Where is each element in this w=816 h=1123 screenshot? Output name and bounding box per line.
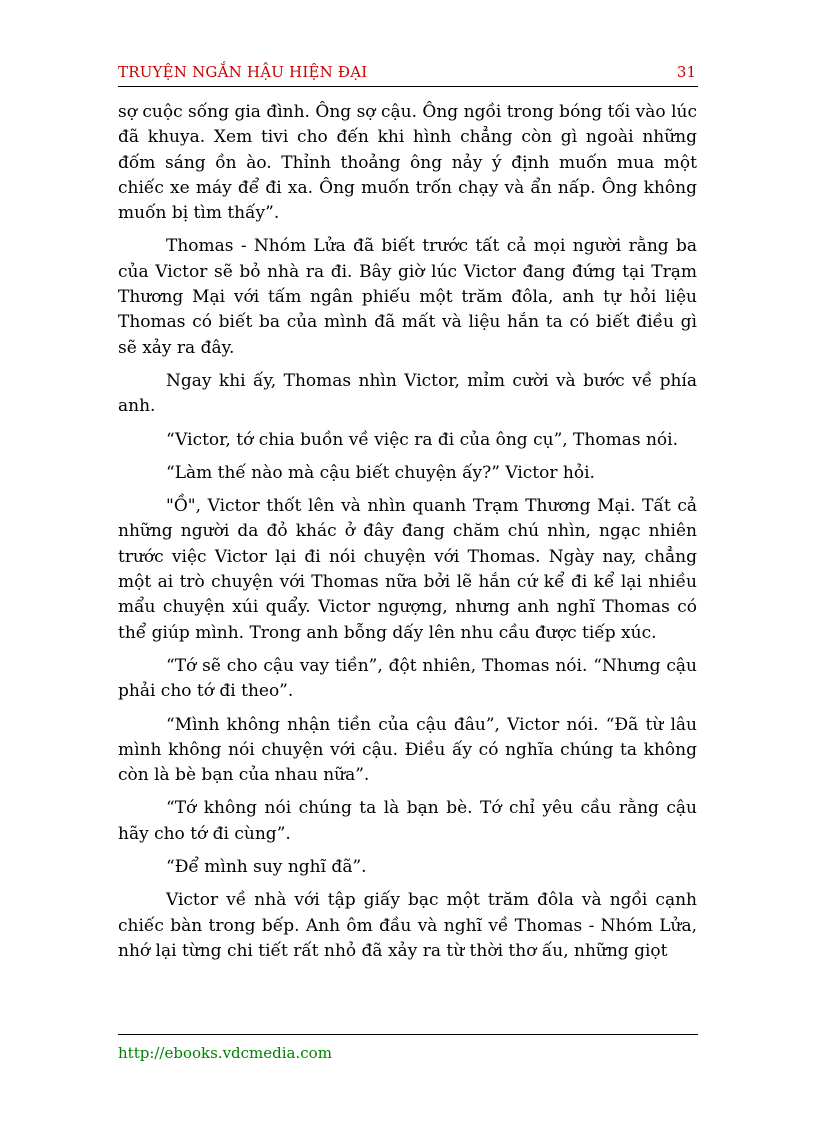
paragraph: “Làm thế nào mà cậu biết chuyện ấy?” Victor hỏi. bbox=[166, 462, 595, 483]
body-text bbox=[118, 100, 697, 972]
paragraph: “Mình không nhận tiền của cậu đâu”, Victor nói. “Đã từ lâu mình không nói chuyện với cậu. Điều ấy có nghĩa chúng ta không còn là bè bạn của nhau nữa”. bbox=[118, 714, 697, 786]
paragraph: Thomas - Nhóm Lửa đã biết trước tất cả mọi người rằng ba của Victor sẽ bỏ nhà ra đi. Bây giờ lúc Victor đang đứng tại Trạm Thương Mại với tấm ngân phiếu một trăm đôla, anh tự hỏi liệu Thomas có biết ba của mình đã mất và liệu hắn ta có biết điều gì sẽ xảy ra đây. bbox=[118, 236, 697, 358]
paragraph: “Tớ không nói chúng ta là bạn bè. Tớ chỉ yêu cầu rằng cậu hãy cho tớ đi cùng”. bbox=[118, 798, 697, 844]
header-divider bbox=[118, 86, 698, 87]
paragraph-continued: sợ cuộc sống gia đình. Ông sợ cậu. Ông ngồi trong bóng tối vào lúc đã khuya. Xem tivi cho đến khi hình chẳng còn gì ngoài những đốm sáng ồn ào. Thỉnh thoảng ông nảy ý định muốn mua một chiếc xe máy để đi xa. Ông muốn trốn chạy và ẩn nấp. Ông không muốn bị tìm thấy”. bbox=[118, 102, 697, 224]
paragraph: “Victor, tớ chia buồn về việc ra đi của ông cụ”, Thomas nói. bbox=[166, 429, 678, 450]
paragraph: “Để mình suy nghĩ đã”. bbox=[166, 857, 367, 878]
running-title: TRUYỆN NGẮN HẬU HIỆN ĐẠI bbox=[118, 63, 368, 81]
paragraph: “Tớ sẽ cho cậu vay tiền”, đột nhiên, Thomas nói. “Nhưng cậu phải cho tớ đi theo”. bbox=[118, 655, 697, 702]
page-header bbox=[118, 62, 698, 84]
footer-divider bbox=[118, 1034, 698, 1035]
paragraph: "Ồ", Victor thốt lên và nhìn quanh Trạm Thương Mại. Tất cả những người da đỏ khác ở đây đang chăm chú nhìn, ngạc nhiên trước việc Victor lại đi nói chuyện với Thomas. Ngày nay, chẳng một ai trò chuyện với Thomas nữa bởi lẽ hắn cứ kể đi kể lại nhiều mẩu chuyện xúi quẩy. Victor ngượng, nhưng anh nghĩ Thomas có thể giúp mình. Trong anh bỗng dấy lên nhu cầu được tiếp xúc. bbox=[118, 496, 697, 643]
footer-link[interactable]: http://ebooks.vdcmedia.com bbox=[118, 1044, 332, 1062]
paragraph: Ngay khi ấy, Thomas nhìn Victor, mỉm cười và bước về phía anh. bbox=[118, 370, 697, 417]
page-number: 31 bbox=[676, 63, 696, 81]
paragraph: Victor về nhà với tập giấy bạc một trăm đôla và ngồi cạnh chiếc bàn trong bếp. Anh ôm đầu và nghĩ về Thomas - Nhóm Lửa, nhớ lại từng chi tiết rất nhỏ đã xảy ra từ thời thơ ấu, những giọt bbox=[118, 890, 697, 961]
